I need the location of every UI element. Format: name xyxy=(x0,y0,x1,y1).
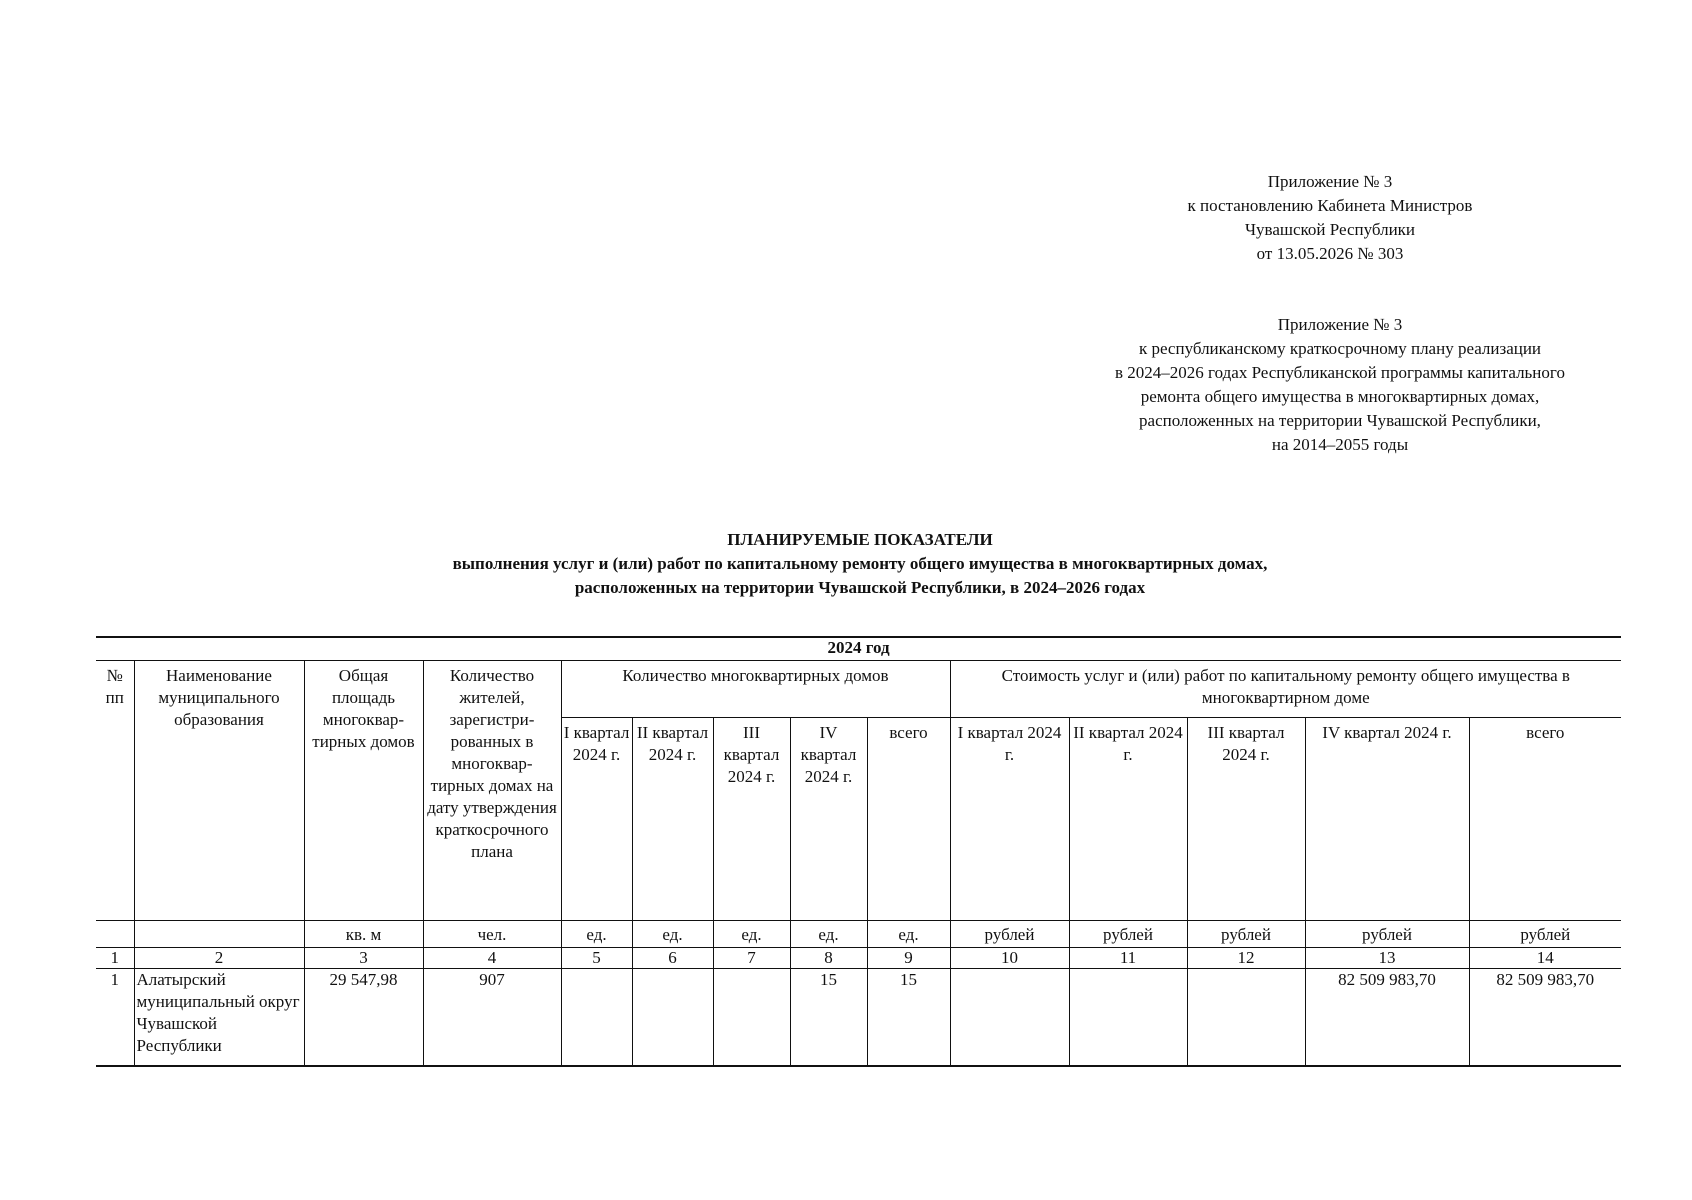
unit-cell: рублей xyxy=(1469,921,1621,948)
header-row xyxy=(96,661,1621,718)
row-houses-q2 xyxy=(632,969,713,1067)
column-number: 6 xyxy=(632,948,713,969)
row-residents: 907 xyxy=(423,969,561,1067)
unit-cell: кв. м xyxy=(304,921,423,948)
table-row xyxy=(96,969,1621,1067)
unit-cell: рублей xyxy=(1187,921,1305,948)
appendix-line: Приложение № 3 xyxy=(1267,172,1393,191)
row-area: 29 547,98 xyxy=(304,969,423,1067)
appendix-line: Чувашской Республики xyxy=(1244,220,1416,239)
unit-cell-empty xyxy=(96,921,134,948)
unit-cell-empty xyxy=(134,921,304,948)
column-number: 7 xyxy=(713,948,790,969)
title-line: расположенных на территории Чувашской Республики, в 2024–2026 годах xyxy=(574,578,1146,597)
column-number: 8 xyxy=(790,948,867,969)
column-number: 12 xyxy=(1187,948,1305,969)
header-cost-q3: III квартал 2024 г. xyxy=(1187,718,1305,921)
document-title xyxy=(90,528,1630,600)
appendix-line: на 2014–2055 годы xyxy=(1271,435,1409,454)
header-houses-group: Количество многоквартирных домов xyxy=(561,661,950,718)
appendix-line: ремонта общего имущества в многоквартирных домах, xyxy=(1140,387,1540,406)
indicators-table xyxy=(96,636,1621,1067)
header-houses-q1: I квартал 2024 г. xyxy=(561,718,632,921)
column-number: 3 xyxy=(304,948,423,969)
header-cost-q2: II квартал 2024 г. xyxy=(1069,718,1187,921)
header-area: Общая площадь многоквар-тирных домов xyxy=(304,661,423,921)
header-houses-q4: IV квартал 2024 г. xyxy=(790,718,867,921)
column-number: 1 xyxy=(96,948,134,969)
row-cost-q4: 82 509 983,70 xyxy=(1305,969,1469,1067)
row-houses-q3 xyxy=(713,969,790,1067)
unit-cell: рублей xyxy=(950,921,1069,948)
column-number: 10 xyxy=(950,948,1069,969)
header-cost-q4: IV квартал 2024 г. xyxy=(1305,718,1469,921)
title-heading: ПЛАНИРУЕМЫЕ ПОКАЗАТЕЛИ xyxy=(727,530,993,549)
appendix-line: к постановлению Кабинета Министров xyxy=(1187,196,1473,215)
header-houses-q2: II квартал 2024 г. xyxy=(632,718,713,921)
unit-cell: ед. xyxy=(867,921,950,948)
unit-cell: ед. xyxy=(632,921,713,948)
year-row xyxy=(96,637,1621,661)
unit-cell: рублей xyxy=(1069,921,1187,948)
row-houses-total: 15 xyxy=(867,969,950,1067)
unit-cell: рублей xyxy=(1305,921,1469,948)
appendix-line: от 13.05.2026 № 303 xyxy=(1256,244,1404,263)
header-cost-total: всего xyxy=(1469,718,1621,921)
row-num: 1 xyxy=(96,969,134,1067)
appendix-plan-note xyxy=(1070,313,1610,457)
row-houses-q4: 15 xyxy=(790,969,867,1067)
units-row xyxy=(96,921,1621,948)
appendix-resolution-note xyxy=(1140,170,1520,266)
appendix-line: Приложение № 3 xyxy=(1277,315,1403,334)
header-num: № пп xyxy=(96,661,134,921)
column-number: 5 xyxy=(561,948,632,969)
year-cell: 2024 год xyxy=(96,637,1621,661)
row-cost-q2 xyxy=(1069,969,1187,1067)
appendix-line: в 2024–2026 годах Республиканской программы капитального xyxy=(1115,363,1565,382)
row-cost-q1 xyxy=(950,969,1069,1067)
title-line: выполнения услуг и (или) работ по капитальному ремонту общего имущества в многоквартирных домах, xyxy=(452,554,1268,573)
header-name: Наименование муниципального образования xyxy=(134,661,304,921)
header-houses-q3: III квартал 2024 г. xyxy=(713,718,790,921)
appendix-line: расположенных на территории Чувашской Республики, xyxy=(1139,411,1541,430)
column-number: 14 xyxy=(1469,948,1621,969)
unit-cell: ед. xyxy=(790,921,867,948)
column-number: 4 xyxy=(423,948,561,969)
column-numbers-row xyxy=(96,948,1621,969)
header-cost-group: Стоимость услуг и (или) работ по капитальному ремонту общего имущества в многоквартирном доме xyxy=(950,661,1621,718)
header-residents: Количество жителей, зарегистри-рованных в многоквар-тирных домах на дату утверждения краткосрочного плана xyxy=(423,661,561,921)
appendix-line: к республиканскому краткосрочному плану реализации xyxy=(1138,339,1542,358)
column-number: 2 xyxy=(134,948,304,969)
row-cost-q3 xyxy=(1187,969,1305,1067)
column-number: 13 xyxy=(1305,948,1469,969)
unit-cell: чел. xyxy=(423,921,561,948)
column-number: 11 xyxy=(1069,948,1187,969)
unit-cell: ед. xyxy=(713,921,790,948)
header-houses-total: всего xyxy=(867,718,950,921)
row-houses-q1 xyxy=(561,969,632,1067)
header-cost-q1: I квартал 2024 г. xyxy=(950,718,1069,921)
row-cost-total: 82 509 983,70 xyxy=(1469,969,1621,1067)
row-name: Алатырский муниципальный округ Чувашской Республики xyxy=(134,969,304,1067)
unit-cell: ед. xyxy=(561,921,632,948)
column-number: 9 xyxy=(867,948,950,969)
